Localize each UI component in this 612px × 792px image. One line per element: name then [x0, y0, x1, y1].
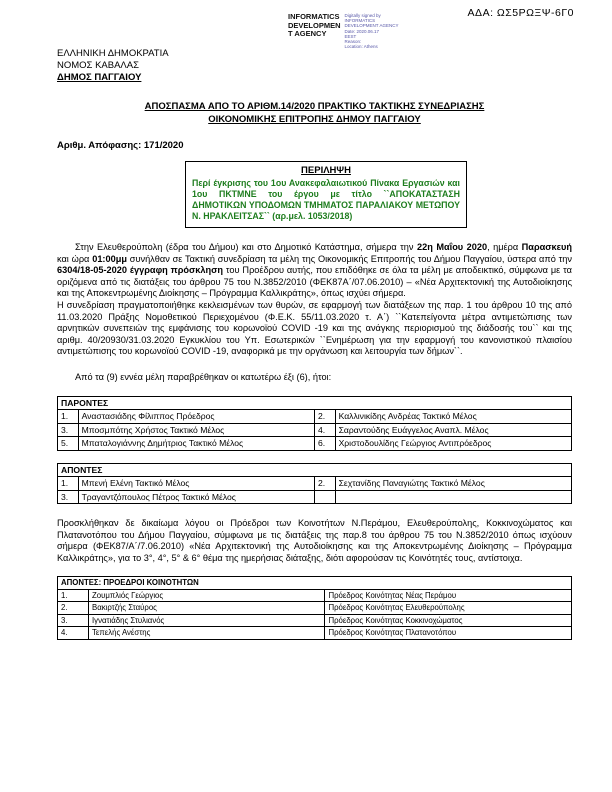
table-cell: [315, 490, 336, 504]
table-cell: Σαραντούδης Ευάγγελος Αναπλ. Μέλος: [335, 423, 571, 437]
summary-box: [185, 161, 467, 228]
table-cell: 3.: [58, 614, 89, 627]
letterhead: [57, 48, 572, 84]
present-table-heading: ΠΑΡΟΝΤΕΣ: [58, 396, 572, 410]
signature-detail-line: Date: 2020.06.17: [344, 28, 380, 34]
table-cell: Ιγνατιάδης Στυλιανός: [89, 614, 325, 627]
table-cell: Βακιρτζής Σταύρος: [89, 602, 325, 615]
table-cell: 5.: [58, 437, 79, 451]
paragraph-attendance-intro: Από τα (9) εννέα μέλη παραβρέθηκαν οι κατωτέρω έξι (6), ήτοι:: [75, 371, 332, 382]
table-cell: Τραγαντζόπουλος Πέτρος Τακτικό Μέλος: [78, 490, 314, 504]
title-line-2: ΟΙΚΟΝΟΜΙΚΗΣ ΕΠΙΤΡΟΠΗΣ ΔΗΜΟΥ ΠΑΓΓΑΙΟΥ: [208, 114, 421, 125]
paragraph-covid-measures: Η συνεδρίαση πραγματοποιήθηκε κεκλεισμένων των θυρών, σε εφαρμογή των διατάξεων της παρ. 1 του άρθρου 10 της από 11.03.2020 Πράξης Νομοθετικού Περιεχομένου (Φ.Ε.Κ. 55/11.03.2020 τ. Α΄) ``Κατεπείγοντα μέτρα αντιμετώπισης των αρνητικών συνεπειών της εμφάνισης του κορωνοϊού COVID -19 και της ανάγκης περιορισμού της διάδοσής του`` και της αριθμ. 40/20930/31.03.2020 Εγκυκλίου του Υπ. Εσωτερικών ``Ενημέρωση για την εφαρμογή του κανονιστικού πλαισίου αντιμετώπισης του κορωνοϊού COVID -19, αναφορικά με την οργάνωση και λειτουργία των δήμων``.: [57, 299, 572, 357]
digital-signature-stamp: [288, 13, 398, 49]
table-row: [58, 602, 572, 615]
table-cell: 3.: [58, 423, 79, 437]
signature-detail-line: EEST: [344, 33, 357, 39]
decision-number-value: 171/2020: [143, 140, 184, 151]
table-cell: Πρόεδρος Κοινότητας Ελευθερούπολης: [325, 602, 572, 615]
summary-heading: ΠΕΡΙΛΗΨΗ: [301, 165, 351, 176]
table-cell: Καλλινικίδης Ανδρέας Τακτικό Μέλος: [335, 410, 571, 424]
absent-members-table: [57, 463, 572, 505]
signature-detail-line: Location: Athens: [344, 44, 378, 50]
table-row: [58, 627, 572, 640]
document-title: [57, 100, 572, 126]
signature-detail-line: Digitally signed by: [344, 13, 381, 18]
table-cell: 2.: [315, 410, 336, 424]
letterhead-republic: ΕΛΛΗΝΙΚΗ ΔΗΜΟΚΡΑΤΙΑ: [57, 48, 169, 59]
table-cell: [335, 490, 571, 504]
agency-line: T AGENCY: [288, 29, 327, 38]
table-cell: Μπενή Ελένη Τακτικό Μέλος: [78, 477, 314, 491]
table-cell: Τεπελής Ανέστης: [89, 627, 325, 640]
table-cell: Χριστοδουλίδης Γεώργιος Αντιπρόεδρος: [335, 437, 571, 451]
decision-number-label: Αριθμ. Απόφασης:: [57, 140, 144, 151]
table-cell: Μποσμπότης Χρήστος Τακτικό Μέλος: [78, 423, 314, 437]
present-members-table: [57, 396, 572, 451]
paragraph-community-presidents: Προσκλήθηκαν δε δικαίωμα λόγου οι Πρόεδροι των Κοινοτήτων Ν.Περάμου, Ελευθερούπολης, Κοκκινοχώματος και Πλατανοτόπου του Δήμου Παγγαίου, σύμφωνα με τις διατάξεις της παρ.8 του άρθρου 75 του Ν.3852/2010 όπως ισχύουν σήμερα (ΦΕΚ87/Α΄/7.06.2010) «Νέα Αρχιτεκτονική της Αυτοδιοίκησης και της Αποκεντρωμένης Διοίκησης – Πρόγραμμα Καλλικράτης», για το 3°, 4°, 5° & 6° θέμα της ημερήσιας διάταξης, διότι αφορούσαν τις Κοινότητές τους, αντίστοιχα.: [57, 518, 572, 563]
signature-agency-name: [288, 13, 341, 39]
table-row: [58, 477, 572, 491]
agency-line: DEVELOPMEN: [288, 20, 341, 30]
table-cell: 1.: [58, 589, 89, 602]
table-cell: Πρόεδρος Κοινότητας Πλατανοτόπου: [325, 627, 572, 640]
table-cell: 1.: [58, 410, 79, 424]
decision-number: [57, 140, 572, 151]
letterhead-prefecture: ΝΟΜΟΣ ΚΑΒΑΛΑΣ: [57, 60, 139, 71]
table-row: [58, 589, 572, 602]
table-cell: Πρόεδρος Κοινότητας Κοκκινοχώματος: [325, 614, 572, 627]
signature-detail-line: DEVELOPMENT AGENCY: [344, 23, 399, 29]
signature-details: [345, 13, 399, 49]
signature-detail-line: INFORMATICS: [344, 18, 376, 24]
table-cell: Ζουμπλιός Γεώργιος: [89, 589, 325, 602]
table-header-row: [58, 463, 572, 477]
table-cell: Μπαταλογιάννης Δημήτριος Τακτικό Μέλος: [78, 437, 314, 451]
table-cell: 3.: [58, 490, 79, 504]
table-cell: 1.: [58, 477, 79, 491]
table-cell: 6.: [315, 437, 336, 451]
table-row: [58, 437, 572, 451]
letterhead-municipality: ΔΗΜΟΣ ΠΑΓΓΑΙΟΥ: [57, 72, 142, 83]
table-cell: Σεχτανίδης Παναγιώτης Τακτικό Μέλος: [335, 477, 571, 491]
table-cell: 2.: [58, 602, 89, 615]
table-row: [58, 423, 572, 437]
table-row: [58, 614, 572, 627]
table-row: [58, 410, 572, 424]
agency-line: INFORMATICS: [288, 12, 340, 21]
summary-body: Περί έγκρισης του 1ου Ανακεφαλαιωτικού Πίνακα Εργασιών και 1ου ΠΚΤΜΝΕ του έργου με τίτλο ``ΑΠΟΚΑΤΑΣΤΑΣΗ ΔΗΜΟΤΙΚΩΝ ΥΠΟΔΟΜΩΝ ΤΜΗΜΑΤΟΣ ΠΑΡΑΛΙΑΚΟΥ ΜΕΤΩΠΟΥ Ν. ΗΡΑΚΛΕΙΤΣΑΣ`` (αρ.μελ. 1053/2018): [192, 178, 460, 221]
table-cell: 4.: [58, 627, 89, 640]
signature-detail-line: Reason:: [344, 39, 362, 45]
presidents-table-heading: ΑΠΟΝΤΕΣ: ΠΡΟΕΔΡΟΙ ΚΟΙΝΟΤΗΤΩΝ: [58, 577, 572, 590]
absent-table-heading: ΑΠΟΝΤΕΣ: [58, 463, 572, 477]
table-cell: 4.: [315, 423, 336, 437]
table-cell: Πρόεδρος Κοινότητας Νέας Περάμου: [325, 589, 572, 602]
absent-presidents-table: [57, 576, 572, 640]
table-header-row: [58, 577, 572, 590]
table-header-row: [58, 396, 572, 410]
title-line-1: ΑΠΟΣΠΑΣΜΑ ΑΠΟ ΤΟ ΑΡΙΘΜ.14/2020 ΠΡΑΚΤΙΚΟ ΤΑΚΤΙΚΗΣ ΣΥΝΕΔΡΙΑΣΗΣ: [144, 101, 485, 112]
table-cell: 2.: [315, 477, 336, 491]
paragraph-session-intro: Στην Ελευθερούπολη (έδρα του Δήμου) και στο Δημοτικό Κατάστημα, σήμερα την 22η Μαΐου 2020, ημέρα Παρασκευή και ώρα 01:00μμ συνήλθαν σε Τακτική συνεδρίαση τα μέλη της Οικονομικής Επιτροπής του Δήμου Παγγαίου, ύστερα από την 6304/18-05-2020 έγγραφη πρόσκληση του Προέδρου αυτής, που επιδόθηκε σε όλα τα μέλη με αποδεικτικό, σύμφωνα με τα οριζόμενα από τις διατάξεις του άρθρου 75 του Ν.3852/2010 (ΦΕΚ87Α΄/07.06.2010) – «Νέα Αρχιτεκτονική της Αυτοδιοίκησης και της Αποκεντρωμένης Διοίκησης – Πρόγραμμα Καλλικράτης», όπως ισχύει σήμερα.: [57, 242, 572, 299]
table-cell: Αναστασιάδης Φίλιππος Πρόεδρος: [78, 410, 314, 424]
table-row: [58, 490, 572, 504]
ada-code: ΑΔΑ: ΩΣ5ΡΩΞΨ-6Γ0: [467, 7, 574, 19]
